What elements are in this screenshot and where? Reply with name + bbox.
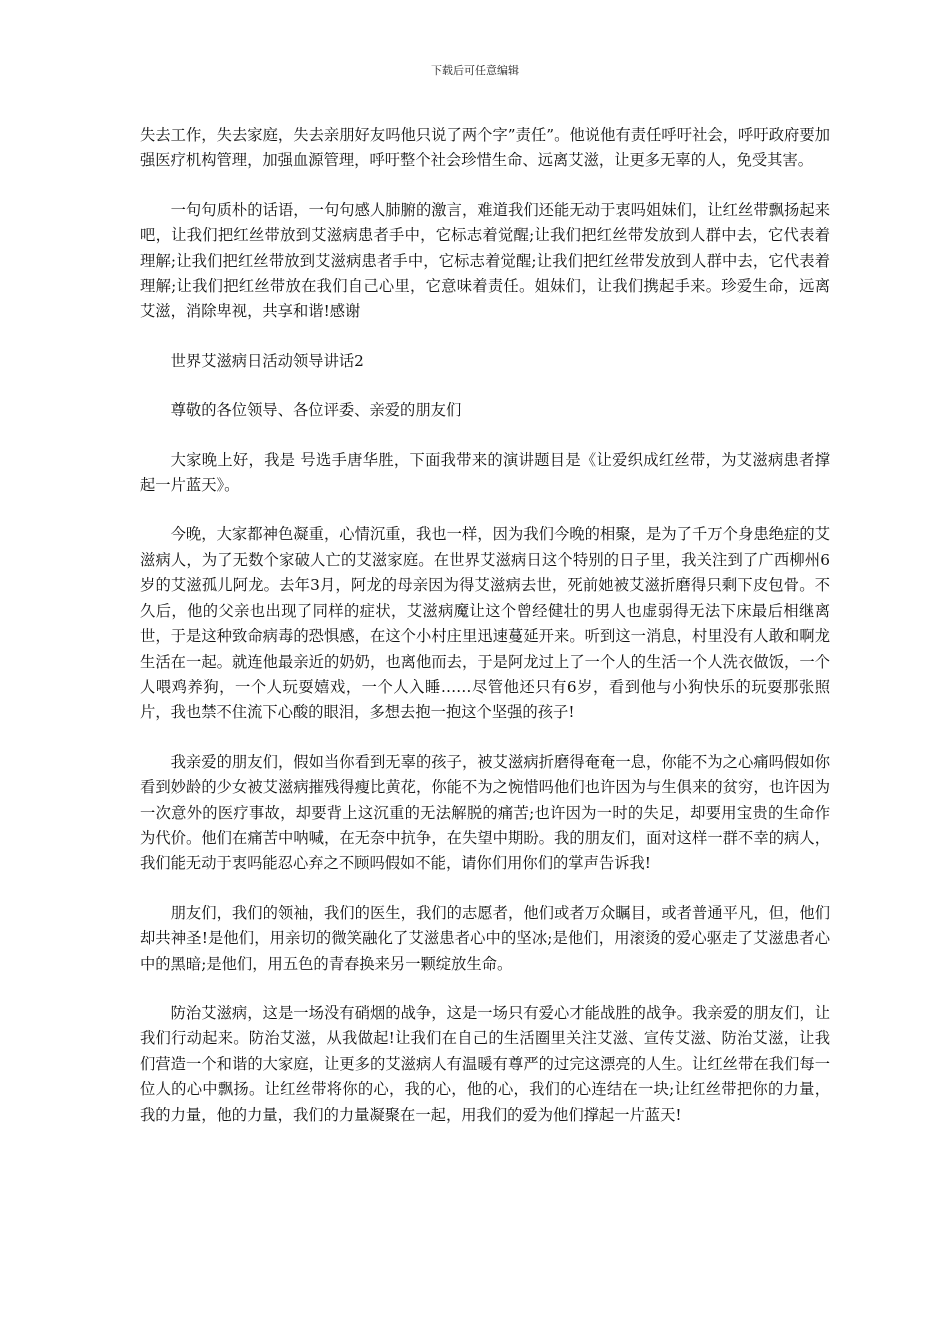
paragraph: 我亲爱的朋友们，假如当你看到无辜的孩子，被艾滋病折磨得奄奄一息，你能不为之心痛吗假如你看到妙龄的少女被艾滋病摧残得瘦比黄花，你能不为之惋惜吗他们也许因为与生俱来的贫穷，也许因为一次意外的医疗事故，却要背上这沉重的无法解脱的痛苦;也许因为一时的失足，却要用宝贵的生命作为代价。他们在痛苦中呐喊，在无奈中抗争，在失望中期盼。我的朋友们，面对这样一群不幸的病人，我们能无动于衷吗能忍心弃之不顾吗假如不能，请你们用你们的掌声告诉我! xyxy=(140,752,830,873)
paragraph: 今晚，大家都神色凝重，心情沉重，我也一样，因为我们今晚的相聚，是为了千万个身患绝症的艾滋病人，为了无数个家破人亡的艾滋家庭。在世界艾滋病日这个特别的日子里，我关注到了广西柳州6岁的艾滋孤儿阿龙。去年3月，阿龙的母亲因为得艾滋病去世，死前她被艾滋折磨得只剩下皮包骨。不久后，他的父亲也出现了同样的症状，艾滋病魔让这个曾经健壮的男人也虚弱得无法下床最后相继离世，于是这种致命病毒的恐惧感，在这个小村庄里迅速蔓延开来。听到这一消息，村里没有人敢和啊龙生活在一起。就连他最亲近的奶奶，也离他而去，于是阿龙过上了一个人的生活一个人洗衣做饭，一个人喂鸡养狗，一个人玩耍嬉戏，一个人入睡……尽管他还只有6岁，看到他与小狗快乐的玩耍那张照片，我也禁不住流下心酸的眼泪，多想去抱一抱这个坚强的孩子! xyxy=(140,525,830,722)
paragraph: 大家晚上好，我是 号选手唐华胜，下面我带来的演讲题目是《让爱织成红丝带，为艾滋病患者撑起一片蓝天》。 xyxy=(140,450,830,495)
document-body xyxy=(140,123,830,1152)
paragraph: 朋友们，我们的领袖，我们的医生，我们的志愿者，他们或者万众瞩目，或者普通平凡，但，他们却共神圣!是他们，用亲切的微笑融化了艾滋患者心中的坚冰;是他们，用滚烫的爱心驱走了艾滋患者心中的黑暗;是他们，用五色的青春换来另一颗绽放生命。 xyxy=(140,903,830,973)
paragraph: 一句句质朴的话语，一句句感人肺腑的激言，难道我们还能无动于衷吗姐妹们，让红丝带飘扬起来吧，让我们把红丝带放到艾滋病患者手中，它标志着觉醒;让我们把红丝带发放到人群中去，它代表着理解;让我们把红丝带放到艾滋病患者手中，它标志着觉醒;让我们把红丝带发放到人群中去，它代表着理解;让我们把红丝带放在我们自己心里，它意味着责任。姐妹们，让我们携起手来。珍爱生命，远离艾滋，消除卑视，共享和谐!感谢 xyxy=(140,200,830,321)
page-header-note: 下载后可任意编辑 xyxy=(431,64,519,77)
section-title: 世界艾滋病日活动领导讲话2 xyxy=(170,351,364,370)
paragraph-continuation: 失去工作，失去家庭，失去亲朋好友吗他只说了两个字”责任”。他说他有责任呼吁社会，呼吁政府要加强医疗机构管理，加强血源管理，呼吁整个社会珍惜生命、远离艾滋，让更多无辜的人，免受其害。 xyxy=(140,126,830,170)
paragraph: 防治艾滋病，这是一场没有硝烟的战争，这是一场只有爱心才能战胜的战争。我亲爱的朋友们，让我们行动起来。防治艾滋，从我做起!让我们在自己的生活圈里关注艾滋、宣传艾滋、防治艾滋，让我们营造一个和谐的大家庭，让更多的艾滋病人有温暖有尊严的过完这漂亮的人生。让红丝带在我们每一位人的心中飘扬。让红丝带将你的心，我的心，他的心，我们的心连结在一块;让红丝带把你的力量，我的力量，他的力量，我们的力量凝聚在一起，用我们的爱为他们撑起一片蓝天! xyxy=(140,1003,830,1124)
salutation: 尊敬的各位领导、各位评委、亲爱的朋友们 xyxy=(170,401,462,420)
